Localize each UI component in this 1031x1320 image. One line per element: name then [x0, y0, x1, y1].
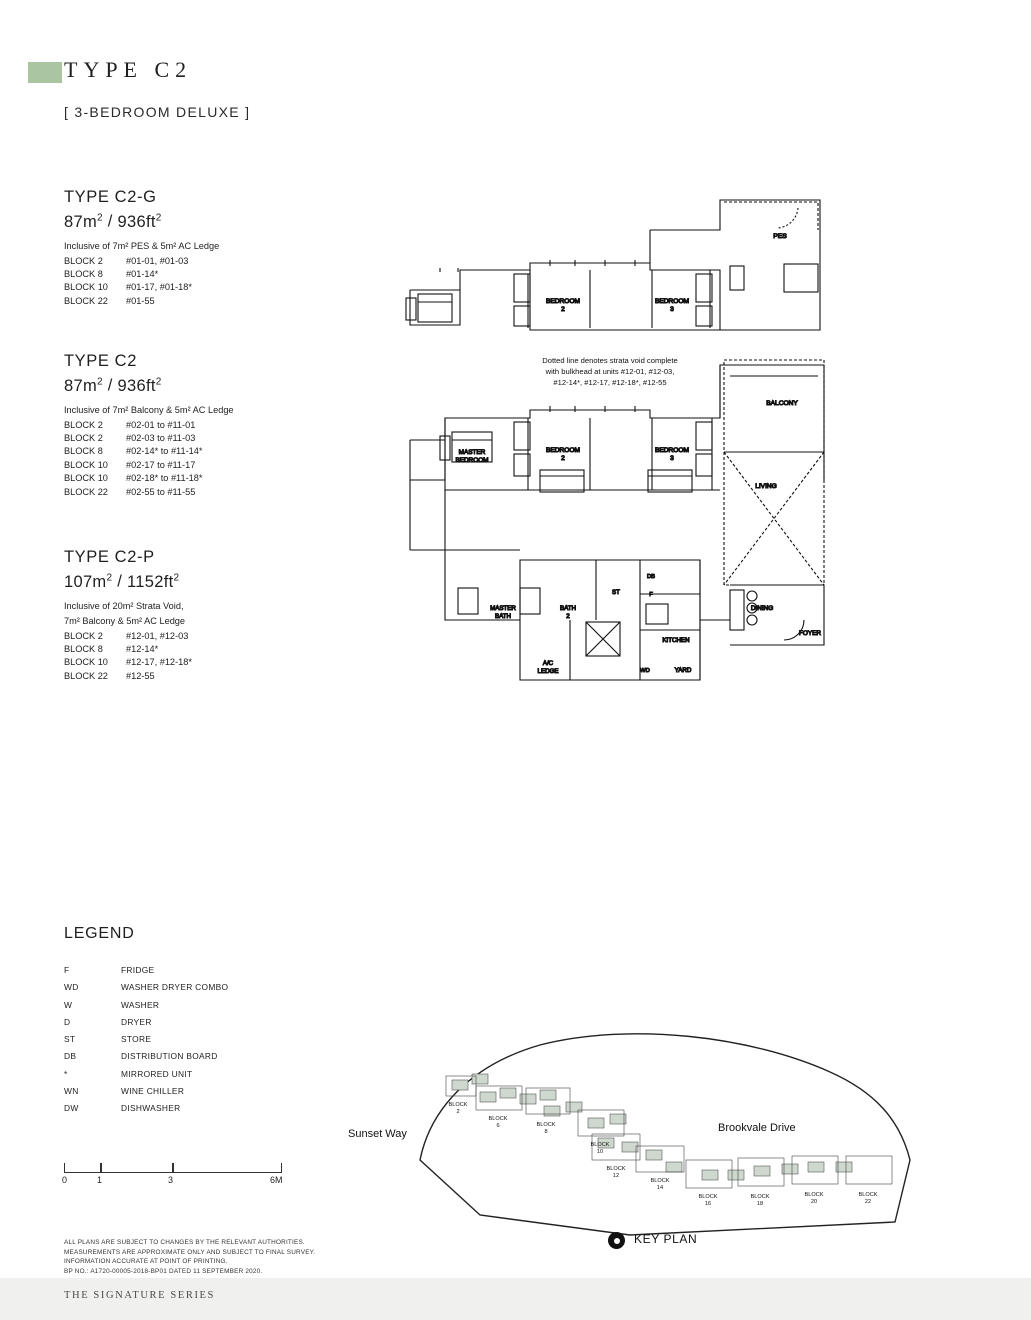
- scale-bar: [64, 1160, 284, 1188]
- variant-block-c2: [64, 352, 394, 499]
- svg-text:ST: ST: [612, 589, 620, 596]
- unit-row: [64, 472, 394, 485]
- svg-text:A/C: A/C: [542, 660, 554, 667]
- legend-title: LEGEND: [64, 925, 135, 942]
- svg-text:KITCHEN: KITCHEN: [662, 637, 690, 644]
- svg-text:2: 2: [561, 306, 565, 313]
- svg-text:LIVING: LIVING: [755, 483, 777, 490]
- unit-row: [64, 432, 394, 445]
- svg-text:DB: DB: [646, 574, 656, 580]
- legend-symbol: WD: [64, 982, 79, 993]
- scale-seg-1-3: [100, 1163, 174, 1173]
- variant-note: Inclusive of 20m² Strata Void,: [64, 600, 184, 611]
- unit-list: #01-01, #01-03: [126, 255, 189, 266]
- unit-block: BLOCK 22: [64, 670, 108, 681]
- scale-bar-ticks: [64, 1160, 284, 1173]
- key-plan-label: KEY PLAN: [634, 1232, 698, 1246]
- svg-text:12: 12: [612, 1173, 620, 1179]
- disclaimer-line-2: MEASUREMENTS ARE APPROXIMATE ONLY AND SUBJECT TO FINAL SURVEY.: [64, 1248, 316, 1256]
- north-marker-icon: [608, 1232, 625, 1249]
- svg-text:BLOCK: BLOCK: [488, 1116, 508, 1122]
- svg-text:BLOCK: BLOCK: [804, 1192, 824, 1198]
- svg-text:6: 6: [496, 1123, 500, 1129]
- svg-text:BLOCK: BLOCK: [606, 1166, 626, 1172]
- legend-symbol: F: [64, 965, 70, 975]
- variant-block-c2-p: [64, 548, 394, 683]
- legend-row: [64, 1066, 324, 1083]
- legend-symbol: ST: [64, 1034, 76, 1045]
- footer-text: THE SIGNATURE SERIES: [64, 1290, 216, 1301]
- unit-row: [64, 459, 394, 472]
- unit-row: [64, 486, 394, 499]
- page-subtitle: [ 3-BEDROOM DELUXE ]: [64, 104, 251, 120]
- svg-text:BLOCK: BLOCK: [590, 1142, 610, 1148]
- variant-note: Inclusive of 7m² Balcony & 5m² AC Ledge: [64, 404, 234, 415]
- variant-area-sep: /: [117, 572, 128, 591]
- variant-area-sep: /: [107, 376, 118, 395]
- unit-block: BLOCK 2: [64, 255, 103, 266]
- legend-symbol: W: [64, 999, 73, 1010]
- unit-list: #12-01, #12-03: [126, 630, 189, 641]
- variant-note-2: 7m² Balcony & 5m² AC Ledge: [64, 615, 186, 626]
- legend-row: [64, 1014, 324, 1031]
- legend-symbol: WN: [64, 1086, 79, 1097]
- disclaimer-line-3: INFORMATION ACCURATE AT POINT OF PRINTING.: [64, 1258, 228, 1266]
- legend-row: [64, 1083, 324, 1100]
- strata-note-line2: with bulkhead at units #12-01, #12-03,: [545, 367, 675, 376]
- unit-list: #01-55: [126, 295, 155, 306]
- unit-row: [64, 643, 394, 656]
- unit-block: BLOCK 8: [64, 643, 103, 654]
- svg-text:3: 3: [670, 306, 674, 313]
- unit-row: [64, 268, 394, 281]
- scale-seg-3-6: [172, 1163, 282, 1173]
- unit-list: #12-17, #12-18*: [126, 657, 192, 668]
- svg-text:16: 16: [704, 1201, 712, 1207]
- strata-note-line3: #12-14*, #12-17, #12-18*, #12-55: [553, 378, 667, 387]
- variant-name: TYPE C2-G: [64, 188, 157, 206]
- unit-list: #01-14*: [126, 268, 159, 279]
- variant-area-sqft: $936ft^2$: [117, 376, 162, 395]
- disclaimer-line-4: BP NO.: A1720-00005-2018-BP01 DATED 11 SEPTEMBER 2020.: [64, 1267, 263, 1275]
- svg-text:BATH: BATH: [494, 613, 512, 620]
- scale-seg-0-1: [64, 1163, 102, 1173]
- strata-note-line1: Dotted line denotes strata void complete: [542, 356, 678, 365]
- unit-block: BLOCK 2: [64, 419, 103, 430]
- legend-list: [64, 962, 324, 1118]
- variant-area-sqm: $107m^2$: [64, 572, 113, 591]
- page-title: TYPE C2: [64, 57, 193, 82]
- unit-list: #02-01 to #11-01: [126, 419, 196, 430]
- svg-text:BATH: BATH: [559, 605, 577, 612]
- legend-symbol: *: [64, 1068, 68, 1079]
- variant-area-sqm: $87m^2$: [64, 212, 103, 231]
- variant-area: [64, 212, 394, 232]
- svg-text:BEDROOM: BEDROOM: [654, 298, 690, 305]
- legend-description: STORE: [121, 1034, 152, 1045]
- svg-text:F: F: [649, 592, 653, 598]
- road-label-sunset-way: Sunset Way: [348, 1128, 407, 1140]
- unit-row: [64, 255, 394, 268]
- unit-block: BLOCK 2: [64, 630, 103, 641]
- svg-text:BEDROOM: BEDROOM: [455, 457, 489, 464]
- legend-row: [64, 1031, 324, 1048]
- unit-list: #12-55: [126, 670, 155, 681]
- svg-text:BLOCK: BLOCK: [650, 1178, 670, 1184]
- variant-area-sqm: $87m^2$: [64, 376, 103, 395]
- variant-area: [64, 572, 394, 592]
- unit-row: [64, 670, 394, 683]
- unit-block: BLOCK 10: [64, 282, 108, 293]
- svg-text:3: 3: [670, 455, 674, 462]
- unit-block: BLOCK 22: [64, 295, 108, 306]
- svg-text:WD: WD: [640, 668, 650, 674]
- svg-text:2: 2: [456, 1109, 460, 1115]
- unit-block: BLOCK 10: [64, 459, 108, 470]
- svg-text:LEDGE: LEDGE: [537, 668, 559, 675]
- unit-list: #12-14*: [126, 643, 159, 654]
- svg-text:DINING: DINING: [750, 605, 774, 612]
- svg-text:22: 22: [864, 1199, 872, 1205]
- scale-bar-labels: [64, 1175, 284, 1188]
- svg-text:BLOCK: BLOCK: [858, 1192, 878, 1198]
- svg-text:FOYER: FOYER: [798, 630, 822, 637]
- variant-area-sep: /: [107, 212, 118, 231]
- svg-text:18: 18: [756, 1201, 764, 1207]
- variant-note: Inclusive of 7m² PES & 5m² AC Ledge: [64, 240, 220, 251]
- svg-text:YARD: YARD: [674, 667, 692, 674]
- svg-text:BEDROOM: BEDROOM: [654, 447, 690, 454]
- legend-row: [64, 997, 324, 1014]
- legend-description: DISHWASHER: [121, 1103, 181, 1114]
- svg-text:BLOCK: BLOCK: [750, 1194, 770, 1200]
- road-label-brookvale-drive: Brookvale Drive: [718, 1122, 796, 1134]
- floorplan-drawing: [400, 190, 1000, 730]
- unit-row: [64, 295, 394, 308]
- variant-area-sqft: $1152ft^2$: [127, 572, 180, 591]
- scale-label-6: 6M: [270, 1175, 283, 1185]
- scale-label-1: 1: [97, 1175, 103, 1185]
- legend-description: WASHER DRYER COMBO: [121, 982, 229, 993]
- legend-description: DISTRIBUTION BOARD: [121, 1051, 218, 1062]
- legend-description: FRIDGE: [121, 965, 155, 975]
- unit-list: #02-55 to #11-55: [126, 486, 196, 497]
- legend-description: DRYER: [121, 1016, 152, 1027]
- svg-text:BEDROOM: BEDROOM: [545, 447, 581, 454]
- unit-list: #02-18* to #11-18*: [126, 473, 203, 484]
- strata-void-note: [495, 355, 725, 388]
- unit-list: #02-03 to #11-03: [126, 432, 196, 443]
- svg-text:8: 8: [544, 1129, 548, 1135]
- scale-label-3: 3: [168, 1175, 174, 1185]
- variant-area: [64, 376, 394, 396]
- unit-list: #02-17 to #11-17: [126, 459, 196, 470]
- accent-swatch: [28, 62, 62, 83]
- svg-text:2: 2: [561, 455, 565, 462]
- unit-row: [64, 630, 394, 643]
- unit-row: [64, 281, 394, 294]
- legend-symbol: DW: [64, 1103, 79, 1114]
- legend-row: [64, 1048, 324, 1065]
- svg-text:MASTER: MASTER: [458, 449, 486, 456]
- legend-symbol: D: [64, 1016, 71, 1027]
- legend-row: [64, 962, 324, 979]
- variant-area-sqft: $936ft^2$: [117, 212, 162, 231]
- unit-list: #01-17, #01-18*: [126, 282, 192, 293]
- svg-text:PES: PES: [773, 233, 787, 240]
- site-boundary: [420, 1034, 910, 1235]
- disclaimer-line-1: ALL PLANS ARE SUBJECT TO CHANGES BY THE RELEVANT AUTHORITIES.: [64, 1239, 305, 1246]
- unit-block: BLOCK 22: [64, 486, 108, 497]
- svg-text:BLOCK: BLOCK: [448, 1102, 468, 1108]
- legend-description: WINE CHILLER: [121, 1086, 185, 1097]
- svg-text:20: 20: [810, 1199, 818, 1205]
- legend-row: [64, 1100, 324, 1117]
- key-plan-map: [330, 1010, 930, 1290]
- legend-description: MIRRORED UNIT: [121, 1068, 193, 1079]
- unit-row: [64, 445, 394, 458]
- unit-row: [64, 656, 394, 669]
- legend-description: WASHER: [121, 999, 160, 1010]
- legend-row: [64, 979, 324, 996]
- unit-list: #02-14* to #11-14*: [126, 446, 203, 457]
- svg-text:BLOCK: BLOCK: [698, 1194, 718, 1200]
- svg-text:BALCONY: BALCONY: [766, 400, 798, 407]
- unit-block: BLOCK 10: [64, 473, 108, 484]
- svg-text:10: 10: [596, 1149, 604, 1155]
- svg-text:BLOCK: BLOCK: [536, 1122, 556, 1128]
- variant-name: TYPE C2: [64, 352, 137, 370]
- variant-block-c2-g: [64, 188, 394, 308]
- unit-row: [64, 419, 394, 432]
- legend-symbol: DB: [64, 1051, 77, 1062]
- unit-block: BLOCK 10: [64, 657, 108, 668]
- svg-text:BEDROOM: BEDROOM: [545, 298, 581, 305]
- unit-block: BLOCK 8: [64, 268, 103, 279]
- unit-block: BLOCK 8: [64, 446, 103, 457]
- svg-text:14: 14: [656, 1185, 664, 1191]
- svg-text:MASTER: MASTER: [490, 605, 516, 612]
- svg-text:2: 2: [566, 613, 570, 620]
- scale-label-0: 0: [62, 1175, 68, 1185]
- unit-block: BLOCK 2: [64, 432, 103, 443]
- variant-name: TYPE C2-P: [64, 548, 155, 566]
